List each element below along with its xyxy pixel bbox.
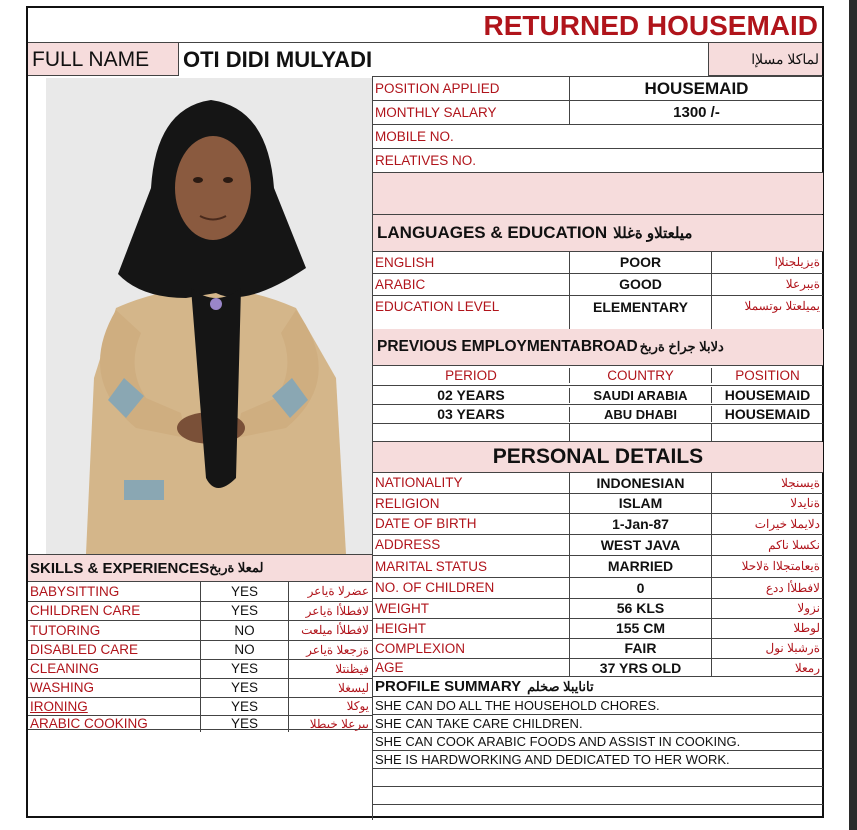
profile-line [373, 768, 823, 786]
skill-label: CHILDREN CARE [30, 603, 141, 618]
skill-value: YES [200, 602, 288, 620]
personal-label: COMPLEXION [375, 641, 466, 656]
sheet-title [28, 8, 822, 42]
employment-row: 03 YEARS ABU DHABI HOUSEMAID [373, 404, 823, 423]
skill-row [28, 659, 372, 678]
skill-value: YES [200, 582, 288, 601]
personal-row [373, 534, 823, 555]
personal-label: NATIONALITY [375, 475, 463, 490]
employment-row: 02 YEARS SAUDI ARABIA HOUSEMAID [373, 385, 823, 404]
skills-bottom-border [28, 729, 372, 730]
personal-arabic: لوطلا [711, 619, 823, 638]
monthly-salary-row: MONTHLY SALARY 1300 /- [373, 100, 823, 124]
personal-arabic: ةيعامتجلاا ةلاحلا [711, 556, 823, 577]
lang-row-education: EDUCATION LEVEL ELEMENTARY يميلعتلا ىوتسملا [373, 295, 823, 330]
personal-value: MARRIED [569, 556, 711, 577]
employment-section [372, 329, 822, 441]
profile-line [373, 732, 823, 750]
personal-row [373, 577, 823, 598]
skill-arabic: فيظنتلا [288, 660, 372, 678]
skill-arabic: عضرلا ةياعر [288, 582, 372, 601]
personal-row [373, 658, 823, 677]
full-name-arabic-cell: لماكلا مسلإا [708, 43, 822, 76]
personal-label: DATE OF BIRTH [375, 516, 477, 531]
candidate-portrait-image [46, 78, 372, 554]
personal-row [373, 472, 823, 493]
personal-header: PERSONAL DETAILS [373, 442, 823, 472]
full-name-value-cell [178, 43, 708, 76]
profile-line-text: SHE CAN TAKE CARE CHILDREN. [375, 716, 583, 731]
skill-label: ARABIC COOKING [30, 716, 148, 731]
skill-label: WASHING [30, 680, 94, 695]
personal-row [373, 513, 823, 534]
personal-label: WEIGHT [375, 601, 429, 616]
profile-line-text: SHE CAN COOK ARABIC FOODS AND ASSIST IN COOKING. [375, 734, 741, 749]
candidate-photo [46, 78, 372, 554]
blank-band [373, 172, 823, 214]
personal-section [372, 441, 822, 676]
employment-row-empty [373, 423, 823, 441]
personal-value: ISLAM [569, 494, 711, 513]
position-applied-row: POSITION APPLIED HOUSEMAID [373, 76, 823, 100]
skill-arabic: ليسغلا [288, 679, 372, 697]
employment-header: PREVIOUS EMPLOYMENTABROAD دلابلا جراخ ةربخ [373, 329, 823, 365]
skill-row [28, 640, 372, 659]
skill-row [28, 697, 372, 715]
job-table [372, 76, 822, 214]
skill-arabic: ةزجعلا ةياعر [288, 641, 372, 659]
personal-value: FAIR [569, 639, 711, 658]
full-name-label: FULL NAME [32, 47, 150, 71]
skill-value: NO [200, 641, 288, 659]
profile-line [373, 696, 823, 714]
mobile-no-row: MOBILE NO. [373, 124, 823, 148]
personal-arabic: دلايملا خيرات [711, 514, 823, 534]
personal-label: RELIGION [375, 496, 440, 511]
skill-arabic: لافطلأا ميلعت [288, 621, 372, 640]
skill-row [28, 678, 372, 697]
skill-label: DISABLED CARE [30, 642, 139, 657]
personal-value: 0 [569, 578, 711, 598]
skill-arabic: لافطلأا ةياعر [288, 602, 372, 620]
personal-arabic: ةيسنجلا [711, 473, 823, 493]
personal-value: 1-Jan-87 [569, 514, 711, 534]
profile-line-text: SHE IS HARDWORKING AND DEDICATED TO HER WORK. [375, 752, 730, 767]
skill-label: IRONING [30, 699, 88, 714]
personal-value: 37 YRS OLD [569, 659, 711, 677]
skill-value: YES [200, 679, 288, 697]
skill-label: CLEANING [30, 661, 100, 676]
skill-value: NO [200, 621, 288, 640]
skill-label: BABYSITTING [30, 584, 120, 599]
personal-row [373, 555, 823, 577]
cv-sheet [26, 6, 824, 818]
skill-arabic: يوكلا [288, 698, 372, 715]
personal-row [373, 618, 823, 638]
personal-value: INDONESIAN [569, 473, 711, 493]
personal-row [373, 638, 823, 658]
skill-value: YES [200, 716, 288, 732]
personal-value: 155 CM [569, 619, 711, 638]
skills-section [28, 554, 372, 729]
window-edge [849, 0, 857, 830]
title-text: RETURNED HOUSEMAID [483, 10, 818, 41]
languages-section [372, 214, 822, 329]
skill-value: YES [200, 660, 288, 678]
profile-line-text: SHE CAN DO ALL THE HOUSEHOLD CHORES. [375, 698, 660, 713]
personal-row [373, 598, 823, 618]
profile-line [373, 714, 823, 732]
profile-line [373, 750, 823, 768]
personal-arabic: ةرشبلا نول [711, 639, 823, 658]
full-name-row [28, 42, 822, 76]
personal-arabic: نكسلا ناكم [711, 535, 823, 555]
personal-label: AGE [375, 660, 404, 675]
profile-header: PROFILE SUMMARY تانايبلا صخلم [375, 678, 594, 695]
languages-header: LANGUAGES & EDUCATION ميلعتلاو ةغللا [373, 215, 823, 251]
personal-label: HEIGHT [375, 621, 427, 636]
skill-value: YES [200, 698, 288, 715]
personal-row [373, 493, 823, 513]
lang-row-english: ENGLISH POOR ةيزيلجنلإا [373, 251, 823, 273]
skill-label: TUTORING [30, 623, 101, 638]
personal-value: 56 KLS [569, 599, 711, 618]
employment-col-headers: PERIOD COUNTRY POSITION [373, 365, 823, 385]
lang-row-arabic: ARABIC GOOD ةيبرعلا [373, 273, 823, 295]
skill-arabic: يبرعلا خبطلا [288, 716, 372, 732]
profile-line [373, 804, 823, 822]
personal-label: MARITAL STATUS [375, 559, 488, 574]
profile-line [373, 786, 823, 804]
personal-value: WEST JAVA [569, 535, 711, 555]
personal-arabic: لافطلأا ددع [711, 578, 823, 598]
personal-arabic: ةنايدلا [711, 494, 823, 513]
skills-header: SKILLS & EXPERIENCES لمعلا ةربخ [28, 555, 372, 581]
skill-row [28, 581, 372, 601]
skill-row [28, 601, 372, 620]
full-name-value: OTI DIDI MULYADI [183, 46, 373, 72]
skill-row [28, 620, 372, 640]
personal-arabic: رمعلا [711, 659, 823, 677]
profile-section [372, 676, 822, 820]
personal-arabic: نزولا [711, 599, 823, 618]
personal-label: ADDRESS [375, 537, 441, 552]
relatives-no-row: RELATIVES NO. [373, 148, 823, 172]
personal-label: NO. OF CHILDREN [375, 580, 495, 595]
